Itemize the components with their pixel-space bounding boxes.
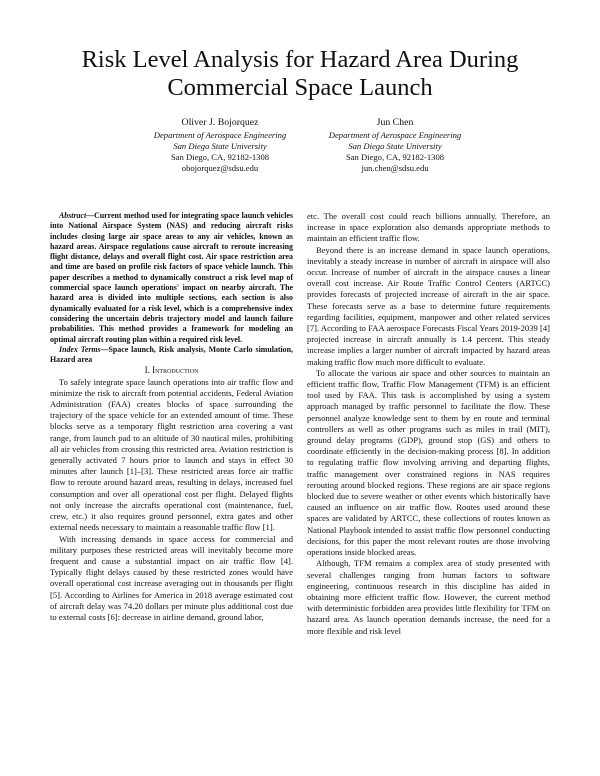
section-heading: I. Introduction bbox=[144, 365, 199, 376]
author-name: Jun Chen bbox=[376, 117, 414, 128]
author-email: obojorquez@sdsu.edu bbox=[181, 163, 259, 174]
author-email: jun.chen@sdsu.edu bbox=[361, 163, 429, 174]
author-department: Department of Aerospace Engineering bbox=[328, 129, 462, 140]
author-university: San Diego State University bbox=[173, 140, 267, 151]
author-university: San Diego State University bbox=[348, 140, 442, 151]
body-paragraph: To safely integrate space launch operations into air traffic flow and minimize the risk to aircraft from potential accidents, Federal Aviation Administration (FAA) creates blocks of space surrounding the trajectory of the space vehicle for an extended amount of time. These blocks serve as a temporary flight restriction area covering a vast range, from launch pad to an altitude of 30 nautical miles, prohibiting all air vehicles from crossing this restricted area. Aviation restriction is generally activated 7 hours prior to launch and stays in effect 30 minutes after launch [1]–[3]. These restricted areas force air traffic flow to reroute around hazard areas, resulting in delays, increased fuel consumption and over all operational cost per flight. Delayed flights not only increase the aircrafts operational cost (maintenance, fuel, crew, etc.) it also requires ground personnel, extra gates and other external needs necessary to maintain a reasonable traffic flow [1]. bbox=[50, 376, 293, 533]
paper-title: Risk Level Analysis for Hazard Area During Commercial Space Launch bbox=[81, 46, 519, 101]
body-paragraph: To allocate the various air space and other sources to maintain an efficient traffic flow, Traffic Flow Management (TFM) is an efficient tool used by FAA. This task is accomplished by using a system approach managed by traffic personnel to facilitate the flow. These personnel analyze knowledge sent to them by en route and terminal controllers as well as other programs such as miles in trail (MIT), ground delay programs (GDP), ground stop (GS) and others to coordinate efficiently in the decision-making process [8]. In addition to regulating traffic flow involving arriving and departing flights, traffic management over constrained regions in NAS requires rerouting around blocked regions. These regions are air space regions blocked due to severe weather or other events which historically have caused an influence on air traffic flow. Routes used around these spaces are validated by ARTCC, these collections of routes known as National Playbook intended to assist traffic flow personnel conducting decisions, for this paper the most relevant routes are those involving operations inside blocked areas. bbox=[307, 367, 550, 558]
author-city: San Diego, CA, 92182-1308 bbox=[170, 152, 270, 163]
body-paragraph: Although, TFM remains a complex area of study presented with several challenges ranging from human factors to software engineering, continuous research in this discipline has aided in obtaining more efficient traffic flow. However, the current method with deterministic forbidden area provides little flexibility for TFM on hazard area. As launch operation demands increase, the need for a more flexible and risk level bbox=[307, 558, 550, 636]
author-department: Department of Aerospace Engineering bbox=[153, 129, 287, 140]
author-name: Oliver J. Bojorquez bbox=[181, 117, 259, 128]
index-terms-label: Index Terms bbox=[59, 344, 101, 354]
author-city: San Diego, CA, 92182-1308 bbox=[345, 152, 445, 163]
abstract bbox=[50, 211, 293, 365]
index-terms-text: —Space launch, Risk analysis, Monte Carlo simulation, Hazard area bbox=[50, 344, 293, 365]
abstract-label: Abstract bbox=[59, 211, 87, 220]
right-column bbox=[307, 211, 550, 637]
author-block-2 bbox=[275, 117, 515, 175]
left-column bbox=[50, 211, 293, 623]
body-paragraph: With increasing demands in space access for commercial and military purposes these restricted areas will inevitably become more frequent and cause a substantial impact on air traffic flow [4]. Typically flight delays caused by these restricted zones would have overall operational cost increase averaging out in thousands per flight [5]. According to Airlines for America in 2018 average estimated cost of aircraft delay was 74.20 dollars per minute plus additional cost due to external costs [6]: decrease in airline demand, ground labor, bbox=[50, 533, 293, 622]
abstract-text: —Current method used for integrating space launch vehicles into National Airspace System (NAS) and reducing aircraft risks includes closing large air space areas to any air vehicles, known as hazard areas. Airspace regulations cause aircraft to reroute increasing flight distance, delays and overall flight cost. Air space restriction area and time are based on profile risk factors of space vehicle launch. This paper describes a method to dynamically construct a risk level map of commercial space launch operations' impact on nearby aircraft. The hazard area is divided into multiple sections, each section is also dynamically evaluated for a risk level, which is a comprehensive index considering the uncertain debris trajectory model and launch failure probabilities. This method provides a framework for modeling an optimal aircraft routing plan within a required risk level. bbox=[50, 211, 293, 344]
body-paragraph: Beyond there is an increase demand in space launch operations, inevitably a steady increase in number of aircraft in airspace will also occur. Increase of number of aircraft in the airspace causes a linear overall cost increase. Air Route Traffic Control Centers (ARTCC) provides forecasts of projected increase of aircraft in the air space. These forecasts serve as a base to determine future requirements regarding facilities, equipment, manpower and other related services [7]. According to FAA aerospace Forecasts Fiscal Years 2019-2039 [4] projected increase in aircraft annually is 1.4 percent. This steady increase implies a larger number of aircraft impacted by hazard areas making traffic flow much more difficult to evaluate. bbox=[307, 244, 550, 367]
body-paragraph: etc. The overall cost could reach billions annually. Therefore, an increase in space exploration also demands appropriate methods to maintain an efficient traffic flow. bbox=[307, 211, 550, 244]
